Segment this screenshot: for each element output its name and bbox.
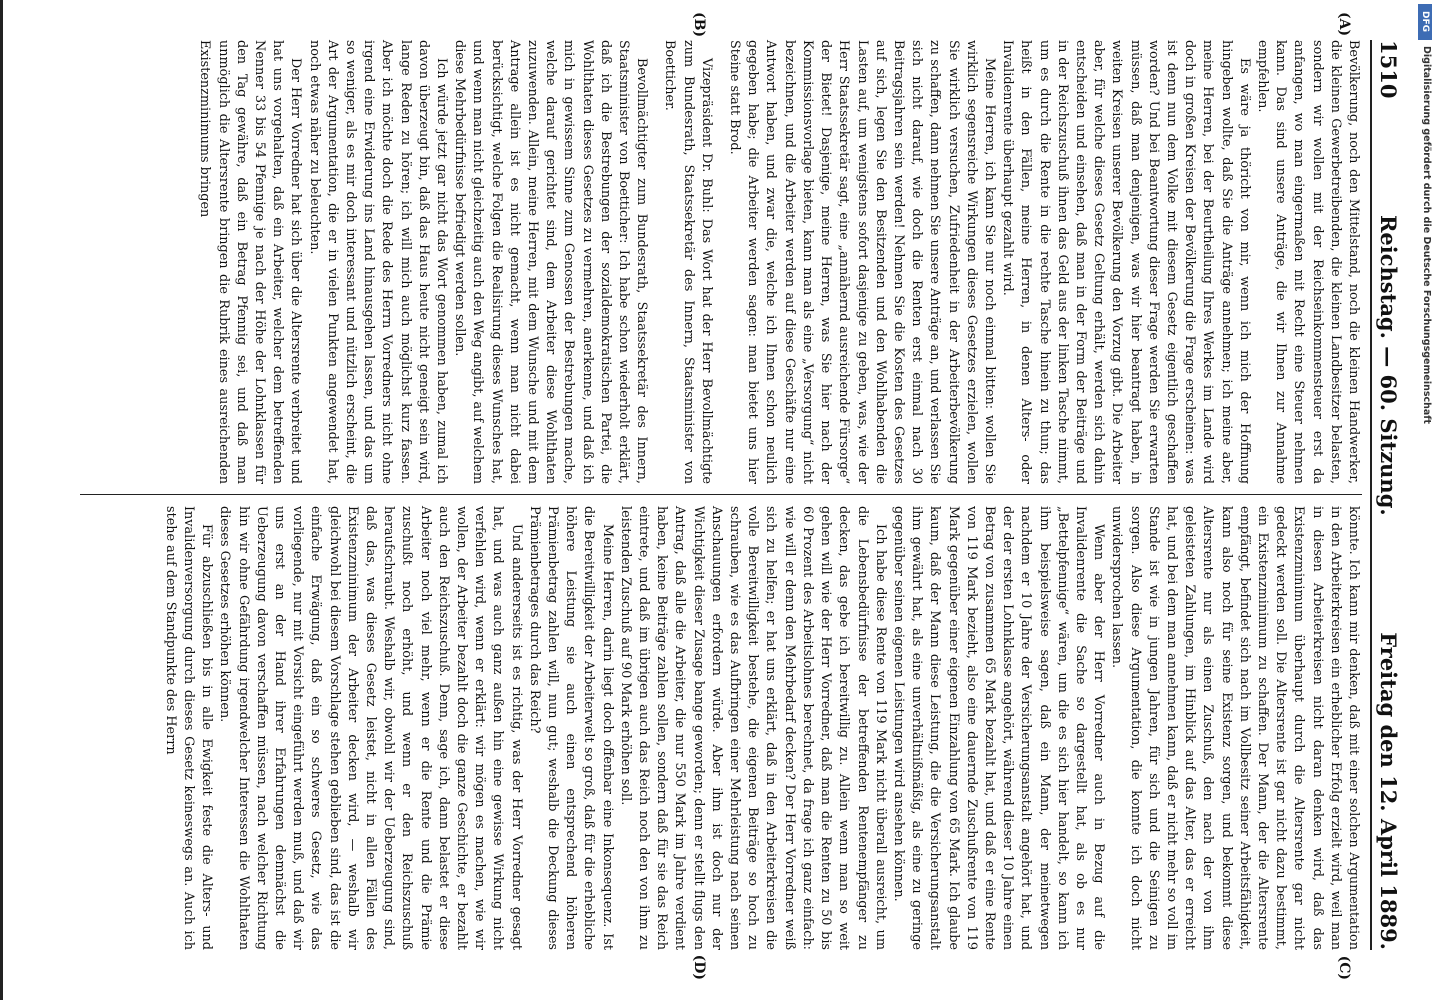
text-columns <box>80 12 1370 980</box>
dfg-logo: DFG <box>1418 4 1432 40</box>
margin-marker-b: (B) <box>691 12 707 38</box>
paragraph: Für abzuschließen bis in alle Ewigkeit feste die Alters- und Invalidenversorgung durch dieses Gesetz keineswegs an. Auch ich stehe auf dem Standpunkte des Herrn <box>162 506 215 950</box>
paragraph: Bevollmächtigter zum Bundesrath, Staatssekretär des Innern, Staatsminister von Boetticher: Ich habe schon wiederholt erklärt, daß ich die Bestrebungen der sozialdemokratischen Partei, die Wohlthaten dieses Gesetzes zu vermehren, anerkenne, und daß ich mich in gewissem Sinne zum Genossen der Bestrebungen mache, welche darauf gerichtet sind, dem Arbeiter diese Wohlthaten zuzuwenden. Allein, meine Herren, mit dem Wunsche und mit dem Antrage allein ist es nicht gemacht, wenn man nicht dabei berücksichtigt, welche Folgen die Realisirung dieses Wunsches hat, und wenn man nicht gleichzeitig auch den Weg angibt, auf welchem diese Mehrbedürfnisse befriedigt werden sollen. <box>452 40 650 484</box>
session-title: Reichstag. — 60. Sitzung. <box>1376 214 1401 516</box>
margin-marker-d: (D) <box>691 954 707 980</box>
paragraph: Bevölkerung, noch den Mittelstand, noch die kleinen Handwerker, die kleinen Gewerbetreibenden, die kleinen Landbesitzer belasten, sondern wir wollen mit der Reichseinkommensteuer erst da anfangen, wo man eingermaßen mit Recht eine Steuer nehmen kann. Das sind unsere Anträge, die wir Ihnen zur Annahme empfehlen. <box>1254 40 1361 484</box>
column-right <box>80 506 1362 980</box>
paragraph: könnte. Ich kann mir denken, daß mit einer solchen Argumentation in den Arbeiterkreisen ein erheblicher Erfolg erzielt wird, weil man in diesen Arbeiterkreisen nicht daran denken wird, daß das Existenzminimum überhaupt durch die Altersrente gar nicht gedeckt werden soll. Die Altersrente ist gar nicht dazu bestimmt, ein Existenzminimum zu schaffen. Der Mann, der die Altersrente empfängt, befindet sich nach im Vollbesitz seiner Arbeitsfähigkeit, kann also noch für seine Existenz sorgen, und bekommt diese Altersrente nur als einen Zuschuß, den nach der von ihm geleisteten Zahlungen, im Hinblick auf das Alter, das er erreicht hat, und bei dem man annehmen kann, daß er nicht mehr so voll im Stande ist wie in jungen Jahren, für sich und die Seinigen zu sorgen. Also diese Argumentation, die konnte ich doch nicht unwidersprochen lassen. <box>1109 506 1361 950</box>
paragraph: Ich habe diese Rente von 119 Mark nicht überall ausreicht, um die Lebensbedürfnisse der betreffenden Rentenempfänger zu decken, das gebe ich bereitwillig zu. Allein wenn man so weit gehen will wie der Herr Vorredner, daß man die Renten zu 50 bis 60 Prozent des Arbeitslohnes berechnet, da frage ich ganz einfach: wie will er denn den Mehrbedarf decken? Der Herr Vorredner weiß sich zu helfen; er hat uns erklärt, daß in den Arbeiterkreisen die volle Bereitwilligkeit bestehe, die eigenen Beiträge so hoch zu schrauben, wie es das Aufbringen einer Mehrleistung nach seinen Anschauungen erfordern würde. Aber ihm ist doch nur der Wichtigkeit dieser Zusage bange geworden; denn er stellt flugs den Antrag, daß alle die Arbeiter, die nur 550 Mark im Jahre verdient haben, keine Beiträge zahlen sollen, sondern daß für sie das Reich eintrete, und daß im übrigen auch das Reich noch den von ihm zu leistenden Zuschuß auf 90 Mark erhöhen soll. <box>617 506 888 950</box>
session-date: Freitag den 12. April 1889. <box>1376 632 1401 950</box>
page-number: 1510 <box>1376 40 1401 99</box>
paragraph: Meine Herren, darin liegt doch offenbar eine Inkonsequenz. Ist die Bereitwilligkeit der Arbeiterwelt so groß, daß für die erhebliche höhere Leistung sie auch einen entsprechend höheren Prämienbetrag zahlen will, nun gut; weshalb die Deckung dieses Prämienbetrages durch das Reich? <box>526 506 615 950</box>
dfg-credit: Digitalisierung gefördert durch die Deutsche Forschungsgemeinschaft <box>1421 46 1432 424</box>
page-header <box>1370 40 1420 950</box>
margin-marker-a: (A) <box>1336 12 1352 37</box>
paragraph: Ich würde jetzt gar nicht das Wort genommen haben, zumal ich davon überzeugt bin, daß das Haus heute nicht geneigt sein wird, lange Reden zu hören; ich will mich auch möglichst kurz fassen. Aber ich möchte doch die Rede des Herrn Vorredners nicht ohne irgend eine Erwiderung ins Land hinausgehen lassen, und das um so weniger, als es mir doch interessant und nützlich erscheint, die Art der Argumentation, die er in vielen Punkten angewendet hat, noch etwas näher zu beleuchten. <box>306 40 450 484</box>
paragraph: Es wäre ja thöricht von mir, wenn ich mich der Hoffnung hingeben wollte, daß Sie die Anträge annehmen; ich meine aber, meine Herren, bei der Beurtheilung Ihres Werkes im Lande wird doch in großen Kreisen der Bevölkerung die Frage erscheinen: was ist denn nun dem Volke mit diesem Gesetz eigentlich geschaffen worden? Und bei Beantwortung dieser Frage werden Sie erwarten müssen, daß man denjenigen, was wir hier beantragt haben, in weiten Kreisen unserer Bevölkerung den Vorzug gibt. Die Arbeiter aber, für welche dieses Gesetz Geltung erhält, werden sich dahin entscheiden und einsehen, daß man in der Form der Beiträge und in der Reichszuschuß ihnen das Geld aus der linken Tasche nimmt, um es durch die Rente in die rechte Tasche hinein zu thun; das heißt in den Fällen, meine Herren, in denen Alters- oder Invalidenrente überhaupt gezahlt wird. <box>1000 40 1252 484</box>
column-left <box>80 12 1362 484</box>
speaker-intro: Vizepräsident Dr. Buhl: Das Wort hat der Herr Bevollmächtigte zum Bundesrath, Staatssekretär des Innern, Staatsminister von Boetticher. <box>662 40 714 484</box>
paragraph: Und andererseits ist es richtig, was der Herr Vorredner gesagt hat, und was auch ganz außen hin eine gewisse Wirkung nicht verfehlen wird, wenn er erklärt: wir mögen es machen, wie wir wollen, der Arbeiter bezahlt doch die ganze Geschichte, er bezahlt auch den Reichszuschuß. Denn, sage ich, dann belastet er diese Arbeiter noch viel mehr, wenn er die Rente und die Prämie zuschußt noch erhöht, und wenn er den Reichszuschuß heraufschraubt. Weshalb wir, obwohl wir der Ueberzeugung sind, daß das, was dieses Gesetz leistet, nicht in allen Fällen des Existenzminimum der Arbeiter decken wird, — weshalb wir gleichwohl bei diesem Vorschlage stehen geblieben sind, das ist die einfache Erwägung, daß ein so schweres Gesetz, wie das vorliegende, nur mit Vorsicht eingeführt werden muß, und daß wir uns erst an der Hand ihrer Erfahrungen demnächst die Ueberzeugung davon verschaffen müssen, nach welcher Richtung hin wir ohne Gefährdung irgendwelcher Interessen die Wohlthaten dieses Gesetzes erhöhen können. <box>217 506 524 950</box>
digitization-stamp <box>1418 0 1432 1000</box>
margin-marker-c: (C) <box>1336 955 1352 980</box>
paragraph: Meine Herren, ich kann Sie nur noch einmal bitten: wollen Sie wirklich segensreiche Wirkungen dieses Gesetzes erzielen, wollen Sie wirklich versuchen, Zufriedenheit in der Arbeiterbevölkerung zu schaffen, dann nehmen Sie unsere Anträge an, und verlassen Sie sich nicht darauf, wie doch die Renten erst einmal nach 30 Beitragsjahren sein werden! Nehmen Sie die Kosten des Gesetzes auf sich, legen Sie den Besitzenden und den Wohlhabenden die Lasten auf, um wenigstens sofort dasjenige zu geben, was, wie der Herr Staatssekretär sagt, eine „annähernd ausreichende Fürsorge“ der Bietet! Dasjenige, meine Herren, was Sie hier nach der Kommissionsvorlage bieten, kann man als eine „Versorgung“ nicht bezeichnen, und die Arbeiter werden auf diese Geschäfte nur eine Antwort haben, und zwar die, welche ich Ihnen schon neulich gegeben habe; die Arbeiter werden sagen: man bietet uns hier Steine statt Brod. <box>727 40 997 484</box>
paragraph: Der Herr Vorredner hat sich über die Altersrente verbreitet und hat uns vorgehalten, daß ein Arbeiter, welcher dem betreffenden Nenner 33 bis 54 Pfennige je nach der Höhe der Lohnklassen für den Tag gewähre, daß ein Betrag Pfennig sei, und daß man unmöglich die Altersrente bringen die Rubrik eines ausreichenden Existenzminimums bringen <box>197 40 304 484</box>
paragraph: Wenn aber der Herr Vorredner auch in Bezug auf die Invalidenrente die Sache so dargestellt hat, als ob es nur „Bettelpfennige“ wären, um die es sich hier handelt, so kann ich ihm beispielsweise sagen, daß ein Mann, der meinetwegen nachdem er 10 Jahre der Versicherungsanstalt angehört hat, und der der ersten Lohnklasse angehört, während dieser 10 Jahre einen Betrag von zusammen 65 Mark bezahlt hat, und daß er eine Rente von 119 Mark bezieht, also eine dauernde Zuschußrente von 119 Mark gegenüber einer eigenen Einzahlung von 65 Mark. Ich glaube kaum, daß der Mann diese Leistung, die die Versicherungsanstalt ihm gewährt hat, als eine unverhältnißmäßig, als eine zu geringe gegenüber seinen eigenen Leistungen wird ansehen können. <box>890 506 1107 950</box>
